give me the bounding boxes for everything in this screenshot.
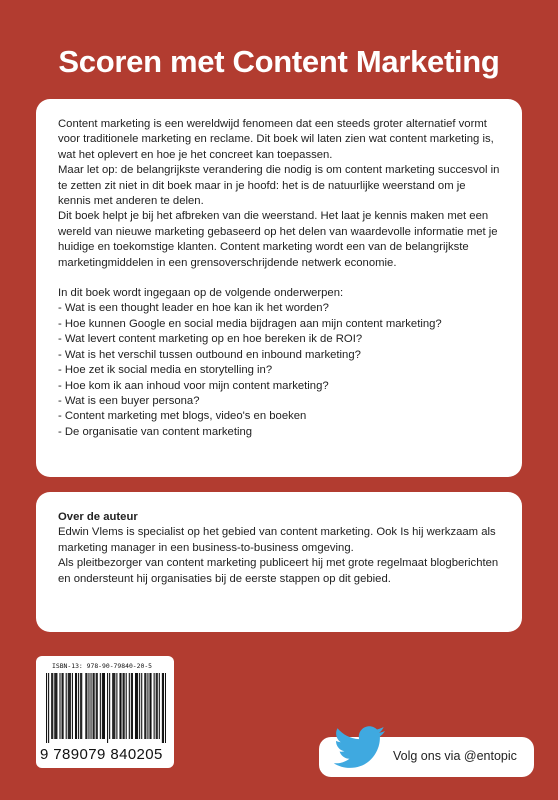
topics-intro: In dit boek wordt ingegaan op de volgende onderwerpen: — [58, 287, 344, 300]
barcode-bar — [78, 673, 79, 739]
barcode-bar — [62, 673, 63, 739]
barcode-bar — [75, 673, 76, 739]
isbn-label: ISBN-13: 978-90-79840-20-5 — [52, 662, 153, 670]
barcode-bar — [157, 673, 158, 739]
barcode-bar — [163, 673, 164, 743]
follow-text: Volg ons via @entopic — [393, 749, 517, 763]
author-paragraph: Edwin Vlems is specialist op het gebied van content marketing. Ook Is hij werkzaam als marketing manager in een business-to-business omgeving. — [58, 526, 496, 554]
barcode-bar — [76, 673, 77, 739]
barcode-bar — [69, 673, 70, 739]
barcode-bar — [81, 673, 82, 739]
barcode-bar — [52, 673, 53, 739]
barcode-bar — [96, 673, 97, 739]
barcode-bar — [72, 673, 73, 739]
topic-item: - De organisatie van content marketing — [58, 425, 253, 438]
barcode-bar — [86, 673, 87, 739]
description-paragraph: Maar let op: de belangrijkste verandering die nodig is om content marketing succesvol in te zetten zit niet in dit boek maar in je hoofd: het is de natuurlijke weerstand om je kennis met anderen te delen. — [58, 164, 500, 208]
barcode-bar — [93, 673, 94, 739]
topic-item: - Content marketing met blogs, video's en boeken — [58, 410, 307, 423]
barcode-bar — [113, 673, 114, 739]
barcode-bars — [46, 673, 166, 743]
barcode-bar — [56, 673, 57, 739]
barcode-bar — [154, 673, 155, 739]
barcode-bar — [136, 673, 137, 739]
barcode-bar — [90, 673, 91, 739]
barcode-bar — [55, 673, 56, 739]
barcode-bar — [46, 673, 47, 743]
barcode-bar — [94, 673, 95, 739]
barcode-bar — [112, 673, 113, 739]
barcode-bar — [85, 673, 86, 739]
barcode-bar — [165, 673, 166, 743]
barcode-bar — [126, 673, 127, 739]
barcode-bar — [80, 673, 81, 739]
barcode-bar — [51, 673, 52, 739]
barcode-bar — [150, 673, 151, 739]
barcode-bar — [141, 673, 142, 739]
author-paragraph: Als pleitbezorger van content marketing publiceert hij met grote regelmaat blogberichten en ondersteunt hij organisaties bij de eerste stappen op dit gebied. — [58, 557, 499, 585]
description-paragraph: Dit boek helpt je bij het afbreken van die weerstand. Het laat je kennis maken met een wereld van nieuwe marketing gebaseerd op het delen van waardevolle informatie met je huidige en toekomstige klanten. Content marketing wordt een van de belangrijkste marketingmiddelen in een grensoverschrijdende netwerk economie. — [58, 210, 498, 269]
barcode-bar — [107, 673, 108, 743]
topic-item: - Wat is een thought leader en hoe kan ik het worden? — [58, 302, 329, 315]
description-paragraph: Content marketing is een wereldwijd fenomeen dat een steeds groter alternatief vormt voor traditionele marketing en reclame. Dit boek wil laten zien wat content marketing is, wat het oplevert en hoe je het concreet kan toepassen. — [58, 118, 494, 161]
barcode-bar — [88, 673, 89, 739]
barcode-bar — [68, 673, 69, 739]
barcode-bar — [103, 673, 104, 739]
barcode-bar — [144, 673, 145, 739]
barcode-bar — [137, 673, 138, 739]
barcode-bar — [147, 673, 148, 739]
topic-item: - Wat is een buyer persona? — [58, 394, 200, 407]
barcode-bar — [66, 673, 67, 739]
barcode-bar — [104, 673, 105, 739]
barcode-bar — [116, 673, 117, 739]
barcode-bar — [123, 673, 124, 739]
barcode-bar — [119, 673, 120, 739]
barcode-bar — [97, 673, 98, 739]
topic-item: - Wat is het verschil tussen outbound en inbound marketing? — [58, 348, 361, 361]
barcode-bar — [102, 673, 103, 739]
twitter-bird-icon — [333, 725, 387, 769]
barcode-bar — [120, 673, 121, 739]
barcode-bar — [132, 673, 133, 739]
barcode-bar — [114, 673, 115, 739]
barcode-bar — [149, 673, 150, 739]
barcode-bar — [124, 673, 125, 739]
topic-item: - Hoe kom ik aan inhoud voor mijn content marketing? — [58, 379, 329, 392]
barcode-bar — [109, 673, 110, 739]
topic-item: - Hoe kunnen Google en social media bijdragen aan mijn content marketing? — [58, 317, 442, 330]
barcode-bar — [156, 673, 157, 739]
barcode-bar — [145, 673, 146, 739]
barcode-bar — [48, 673, 49, 743]
barcode-bar — [135, 673, 136, 739]
topic-item: - Hoe zet ik social media en storytelling in? — [58, 364, 273, 377]
barcode-bar — [70, 673, 71, 739]
twitter-follow-badge[interactable] — [319, 737, 534, 777]
barcode-bar — [100, 673, 101, 739]
barcode-bar — [139, 673, 140, 739]
topic-item: - Wat levert content marketing op en hoe bereken ik de ROI? — [58, 333, 363, 346]
barcode-bar — [131, 673, 132, 739]
barcode-bar — [162, 673, 163, 743]
barcode-bar — [63, 673, 64, 739]
author-heading: Over de auteur — [58, 511, 138, 523]
barcode-bar — [54, 673, 55, 739]
ean-number: 9 789079 840205 — [40, 746, 163, 763]
description-panel — [36, 99, 522, 477]
author-panel — [36, 492, 522, 632]
isbn-barcode — [36, 656, 174, 768]
barcode-bar — [59, 673, 60, 739]
cover-title: Scoren met Content Marketing — [58, 44, 500, 79]
barcode-bar — [129, 673, 130, 739]
topics-list — [58, 301, 500, 440]
barcode-bar — [159, 673, 160, 739]
